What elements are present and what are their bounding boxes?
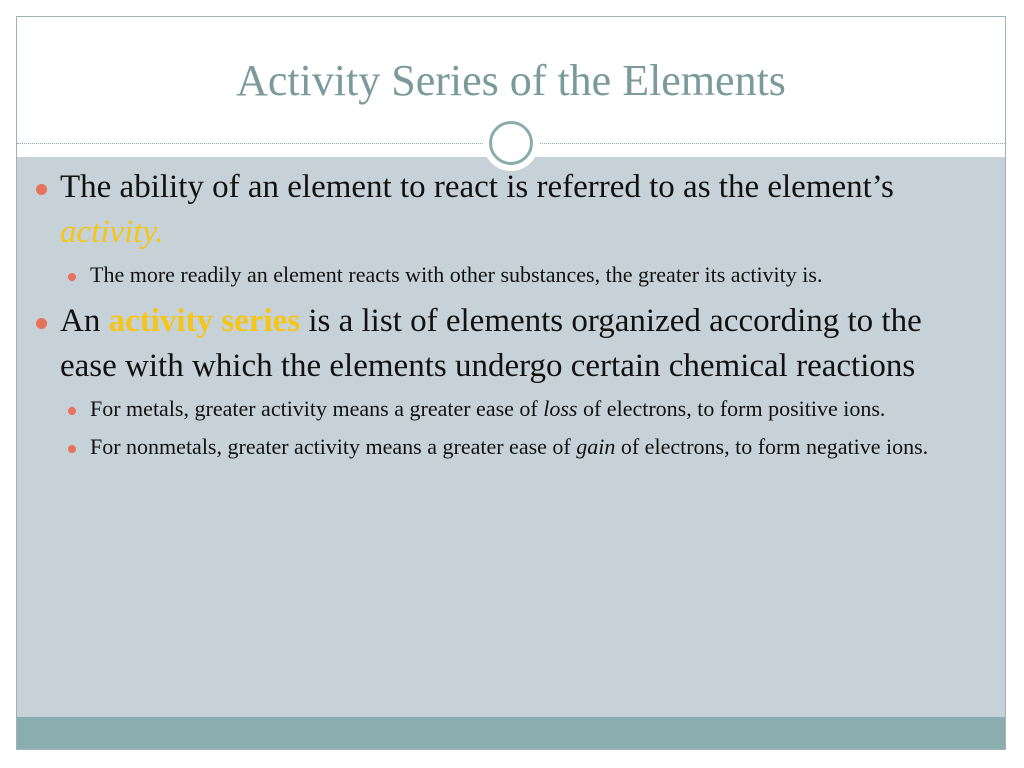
- sub-bullet-text: The more readily an element reacts with other substances, the greater its activity is.: [90, 262, 823, 287]
- bullet-text: The ability of an element to react is referred to as the element’s: [60, 169, 894, 205]
- sub-bullet-nonmetals: [34, 431, 964, 463]
- highlight-term-activity: activity.: [60, 214, 164, 250]
- sub-bullet-icon: [68, 273, 76, 281]
- sub-bullet-suffix: of electrons, to form negative ions.: [615, 434, 929, 459]
- circle-ornament: [483, 115, 539, 171]
- emphasis-loss: loss: [543, 396, 578, 421]
- slide-title: Activity Series of the Elements: [236, 56, 786, 105]
- sub-bullet-activity-explanation: [34, 259, 964, 291]
- bullet-activity-series: [34, 299, 964, 389]
- sub-bullet-icon: [68, 407, 76, 415]
- sub-bullet-suffix: of electrons, to form positive ions.: [577, 396, 886, 421]
- bullet-prefix: An: [60, 303, 109, 339]
- footer-band: [17, 717, 1005, 750]
- bullet-icon: [36, 318, 47, 329]
- sub-bullet-icon: [68, 445, 76, 453]
- bullet-suffix: is a list of elements organized according to the ease with which the elements undergo certain chemical reactions: [60, 303, 922, 384]
- highlight-term-activity-series: activity series: [108, 303, 301, 339]
- bullet-icon: [36, 184, 47, 195]
- sub-bullet-prefix: For nonmetals, greater activity means a greater ease of: [90, 434, 577, 459]
- emphasis-gain: gain: [576, 434, 616, 459]
- sub-bullet-prefix: For metals, greater activity means a greater ease of: [90, 396, 544, 421]
- ring-icon: [489, 121, 533, 165]
- slide-body: [34, 165, 964, 469]
- bullet-activity-definition: [34, 165, 964, 255]
- sub-bullet-metals: [34, 393, 964, 425]
